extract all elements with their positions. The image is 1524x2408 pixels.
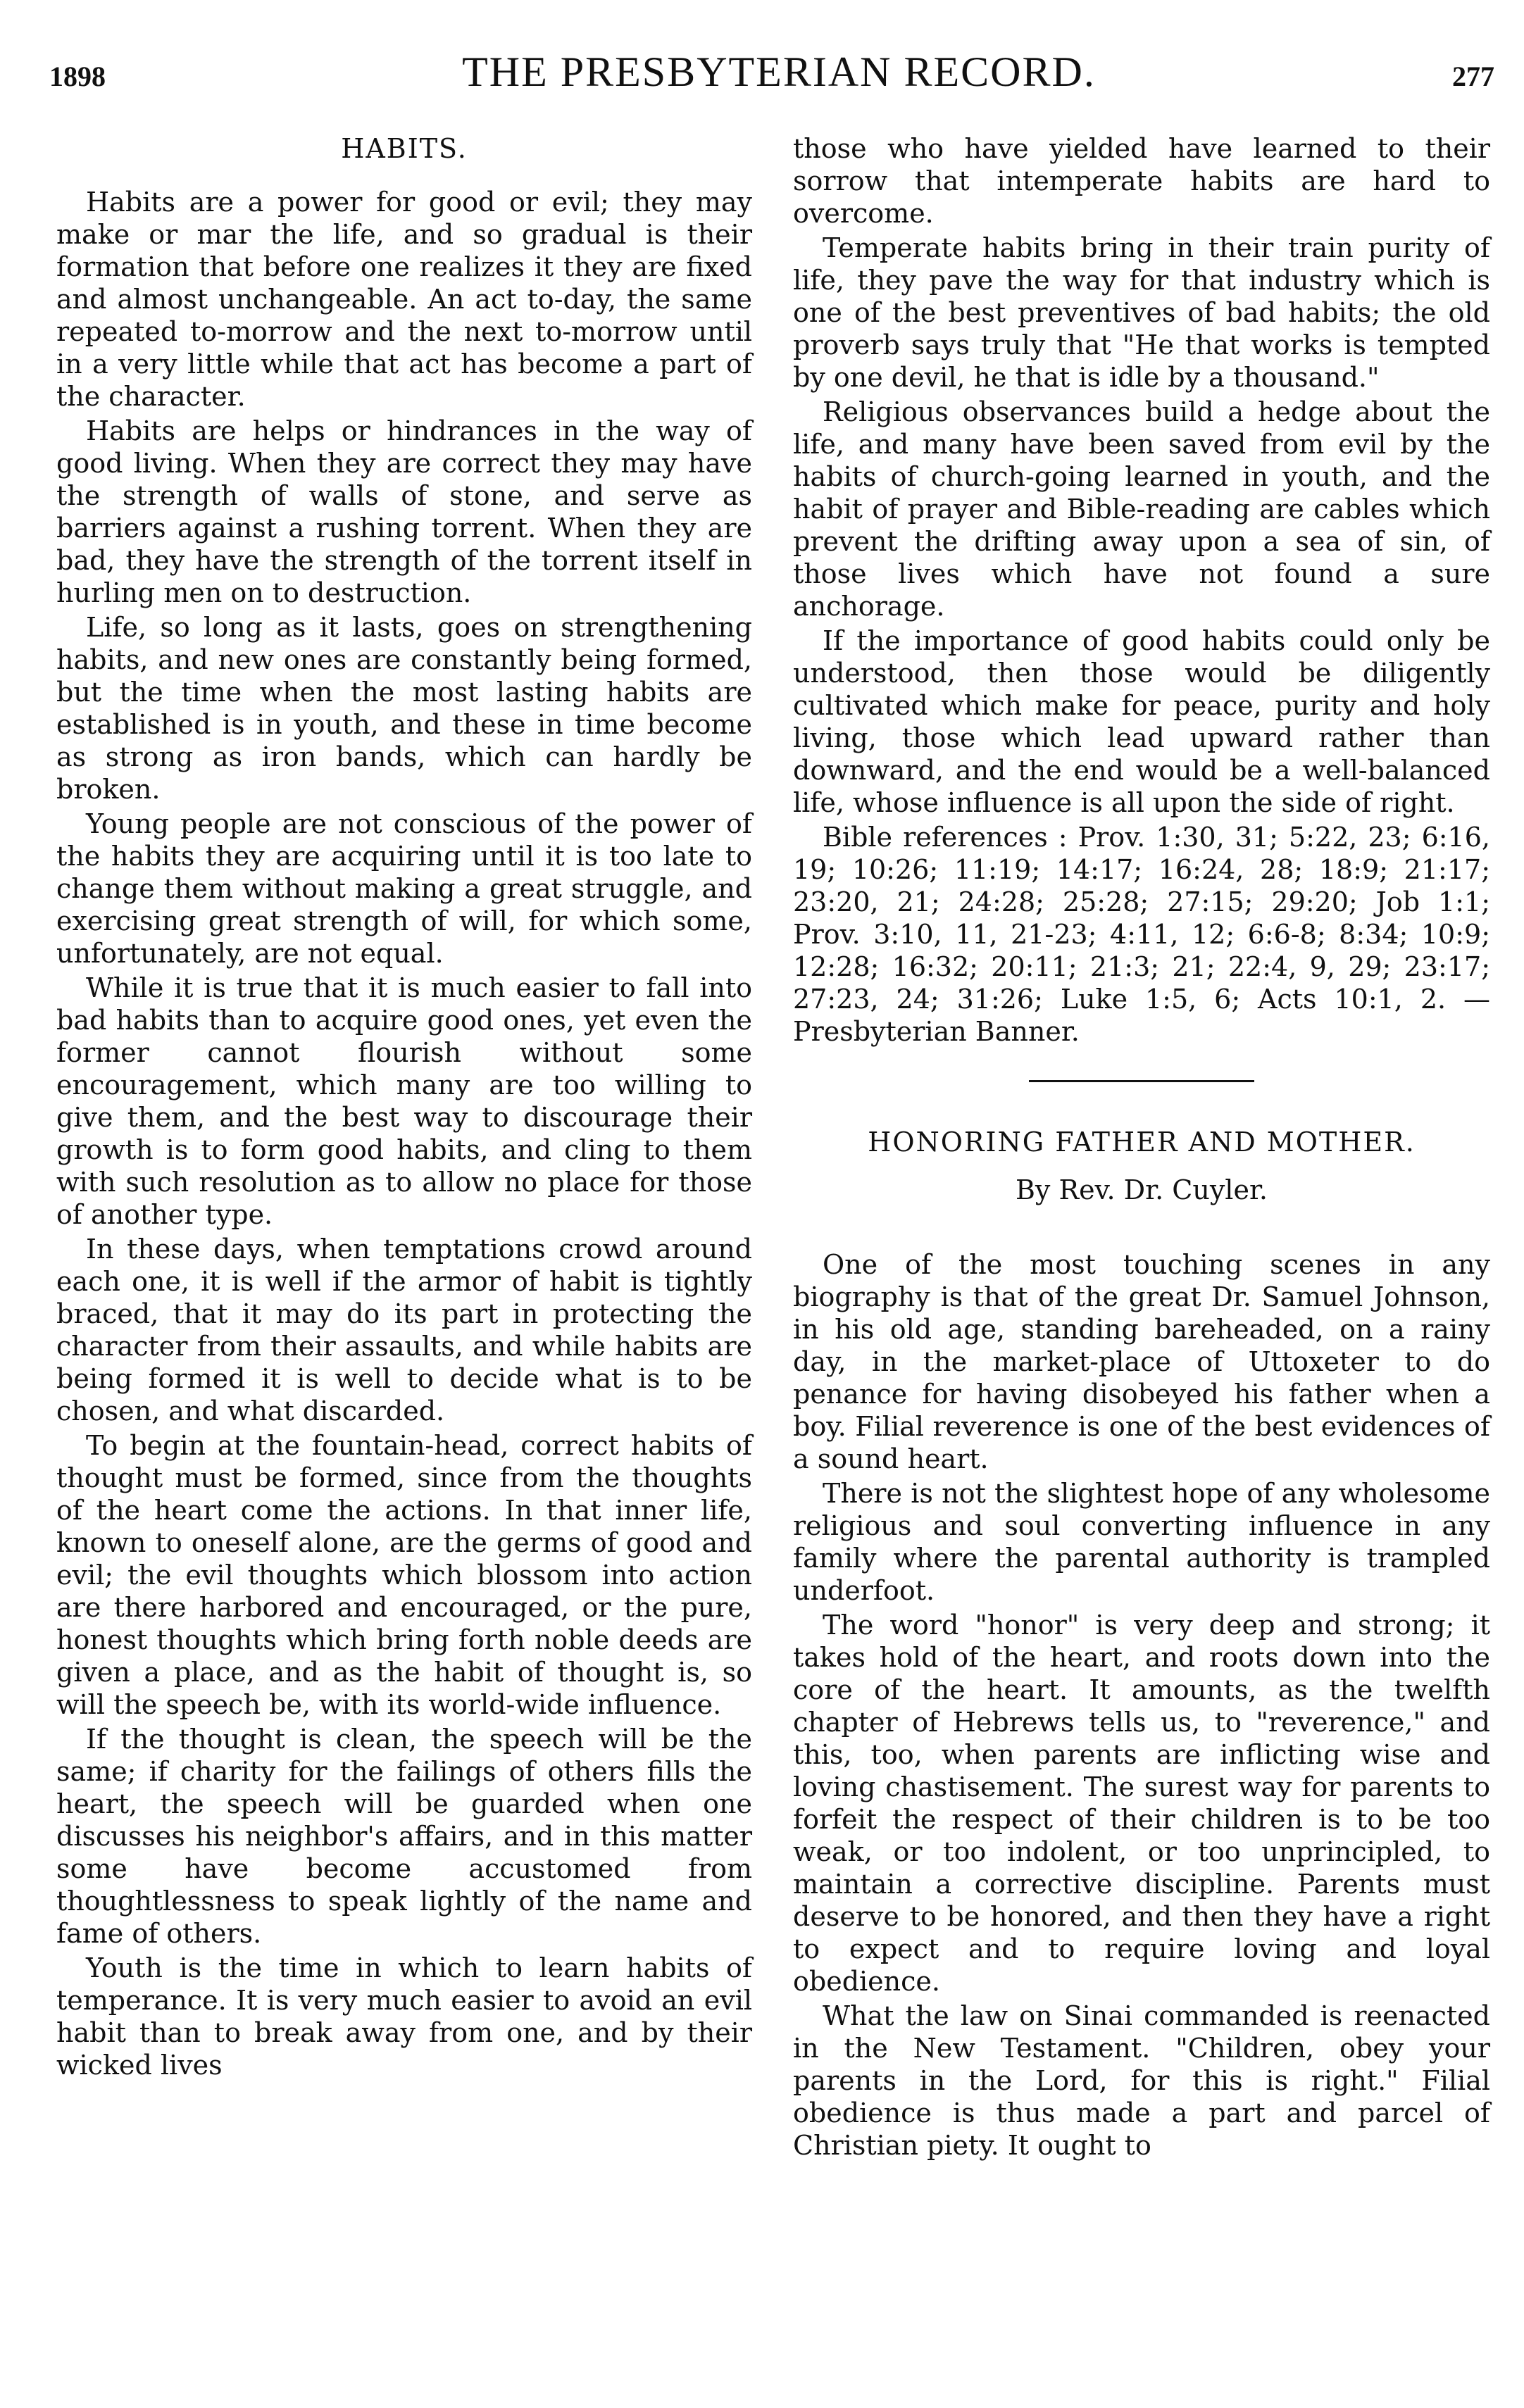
paragraph: Habits are a power for good or evil; they may make or mar the life, and so gradual is their formation that before one realizes it they are fixed and almost unchangeable. An act to-day, the same repeated to-morrow and the next to-morrow until in a very little while that act has become a part of the character. xyxy=(56,187,752,412)
paragraph: What the law on Sinai commanded is reenacted in the New Testament. "Children, obey your parents in the Lord, for this is right." Filial obedience is thus made a part and parcel of Christian piety. It ought to xyxy=(793,2000,1490,2161)
page-number: 277 xyxy=(1452,61,1494,92)
paragraph: The word "honor" is very deep and strong; it takes hold of the heart, and roots down into the core of the heart. It amounts, as the twelfth chapter of Hebrews tells us, to "reverence," and this, too, when parents are inflicting wise and loving chastisement. The surest way for parents to forfeit the respect of their children is to be too weak, or too indolent, or too unprincipled, to maintain a corrective discipline. Parents must deserve to be honored, and then they have a right to expect and to require loving and loyal obedience. xyxy=(793,1610,1490,1997)
paragraph: While it is true that it is much easier to fall into bad habits than to acquire good ones, yet even the former cannot flourish without some encouragement, which many are too willing to give them, and the best way to discourage their growth is to form good habits, and cling to them with such resolution as to allow no place for those of another type. xyxy=(56,972,752,1230)
header-year: 1898 xyxy=(49,61,106,92)
paragraph-continuation: those who have yielded have learned to their sorrow that intemperate habits are hard to overcome. xyxy=(793,133,1490,229)
paragraph: Religious observances build a hedge about the life, and many have been saved from evil by the habits of church-going learned in youth, and the habit of prayer and Bible-reading are cables which prevent the drifting away upon a sea of sin, of those lives which have not found a sure anchorage. xyxy=(793,396,1490,622)
paragraph: There is not the slightest hope of any wholesome religious and soul converting influence in any family where the parental authority is trampled underfoot. xyxy=(793,1478,1490,1606)
paragraph: Young people are not conscious of the power of the habits they are acquiring until it is too late to change them without making a great struggle, and exercising great strength of will, for which some, unfortunately, are not equal. xyxy=(56,808,752,969)
article-title-honoring: HONORING FATHER AND MOTHER. xyxy=(868,1127,1416,1158)
paragraph: To begin at the fountain-head, correct habits of thought must be formed, since from the thoughts of the heart come the actions. In that inner life, known to oneself alone, are the germs of good and evil; the evil thoughts which blossom into action are there harbored and encouraged, or the pure, honest thoughts which bring forth noble deeds are given a place, and as the habit of thought is, so will the speech be, with its world-wide influence. xyxy=(56,1430,752,1720)
right-column xyxy=(793,132,1490,2394)
paragraph: If the thought is clean, the speech will be the same; if charity for the failings of others fills the heart, the speech will be guarded when one discusses his neighbor's affairs, and in this matter some have become accustomed from thoughtlessness to speak lightly of the name and fame of others. xyxy=(56,1724,752,1949)
article-title-habits: HABITS. xyxy=(341,133,468,164)
byline: By Rev. Dr. Cuyler. xyxy=(1015,1174,1268,1205)
running-header xyxy=(49,48,1494,111)
paragraph: One of the most touching scenes in any biography is that of the great Dr. Samuel Johnson, in his old age, standing bareheaded, on a rainy day, in the market-place of Uttoxeter to do penance for having disobeyed his father when a boy. Filial reverence is one of the best evidences of a sound heart. xyxy=(793,1249,1490,1474)
paragraph: Life, so long as it lasts, goes on strengthening habits, and new ones are constantly being formed, but the time when the most lasting habits are established is in youth, and these in time become as strong as iron bands, which can hardly be broken. xyxy=(56,612,752,805)
paragraph: In these days, when temptations crowd around each one, it is well if the armor of habit is tightly braced, that it may do its part in protecting the character from their assaults, and while habits are being formed it is well to decide what is to be chosen, and what discarded. xyxy=(56,1234,752,1426)
publication-title: THE PRESBYTERIAN RECORD. xyxy=(462,49,1096,95)
section-divider xyxy=(1029,1080,1254,1082)
paragraph: Youth is the time in which to learn habits of temperance. It is very much easier to avoid an evil habit than to break away from one, and by their wicked lives xyxy=(56,1952,752,2081)
paragraph: Temperate habits bring in their train purity of life, they pave the way for that industry which is one of the best preventives of bad habits; the old proverb says truly that "He that works is tempted by one devil, he that is idle by a thousand." xyxy=(793,232,1490,393)
paragraph: If the importance of good habits could only be understood, then those would be diligently cultivated which make for peace, purity and holy living, those which lead upward rather than downward, and the end would be a well-balanced life, whose influence is all upon the side of right. xyxy=(793,625,1490,818)
bible-references: Bible references : Prov. 1:30, 31; 5:22, 23; 6:16, 19; 10:26; 11:19; 14:17; 16:24, 28; 18:9; 21:17; 23:20, 21; 24:28; 25:28; 27:15; 29:20; Job 1:1; Prov. 3:10, 11, 21-23; 4:11, 12; 6:6-8; 8:34; 10:9; 12:28; 16:32; 20:11; 21:3; 21; 22:4, 9, 29; 23:17; 27:23, 24; 31:26; Luke 1:5, 6; Acts 10:1, 2. —Presbyterian Banner. xyxy=(793,822,1490,1047)
paragraph: Habits are helps or hindrances in the way of good living. When they are correct they may have the strength of walls of stone, and serve as barriers against a rushing torrent. When they are bad, they have the strength of the torrent itself in hurling men on to destruction. xyxy=(56,415,752,608)
left-column xyxy=(56,132,752,2394)
